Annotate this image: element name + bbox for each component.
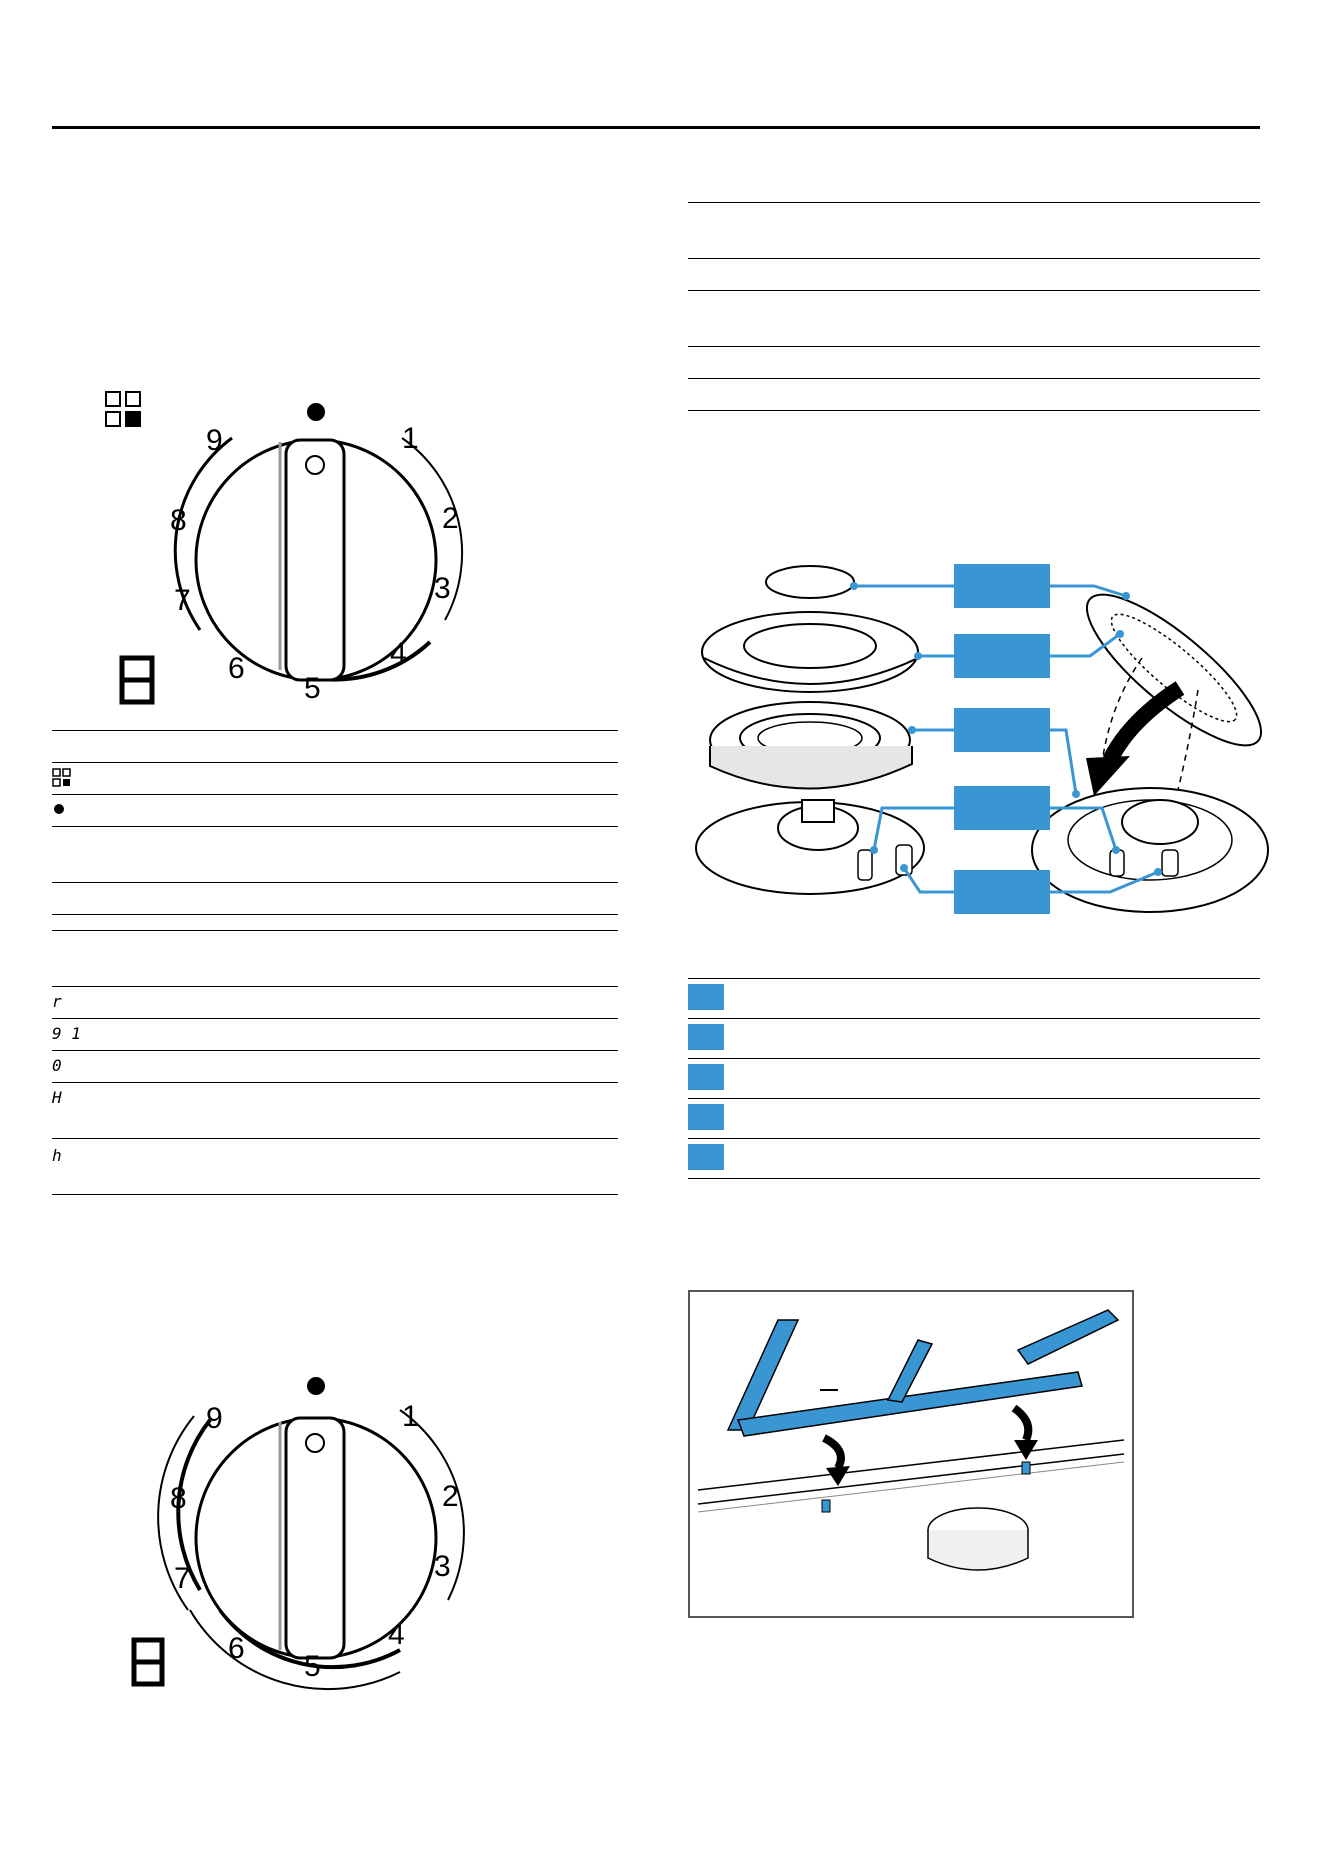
dial-number-4: 4 (388, 1618, 405, 1651)
display-symbol: 9 1 (52, 1024, 81, 1043)
dial-number-4: 4 (390, 637, 407, 670)
dial-number-6: 6 (228, 1632, 245, 1665)
legend-marker-4 (688, 1104, 724, 1130)
dial-number-8: 8 (170, 504, 187, 537)
display-symbol: h (52, 1146, 62, 1165)
dial-number-9: 9 (206, 1402, 223, 1435)
legend-marker-2 (688, 1024, 724, 1050)
dial-number-2: 2 (442, 1480, 459, 1513)
control-knob-diagram-top (90, 380, 490, 720)
dial-number-9: 9 (206, 424, 223, 457)
dial-number-2: 2 (442, 502, 459, 535)
callout-box-1 (954, 564, 1050, 608)
dial-number-1: 1 (402, 1400, 419, 1433)
burner-assembly-diagram (690, 550, 1270, 920)
callout-box-3 (954, 708, 1050, 752)
dial-number-6: 6 (228, 652, 245, 685)
pan-support-diagram (688, 1290, 1134, 1618)
filled-dot-icon (307, 403, 325, 421)
display-symbol: H (52, 1088, 62, 1107)
dial-number-1: 1 (402, 422, 419, 455)
callout-box-4 (954, 786, 1050, 830)
display-symbol: 0 (52, 1056, 62, 1075)
dial-number-7: 7 (174, 584, 191, 617)
four-squares-icon (106, 392, 140, 426)
digit-display (122, 658, 152, 702)
callout-box-5 (954, 870, 1050, 914)
display-symbol: r (52, 992, 62, 1011)
filled-dot-icon (307, 1377, 325, 1395)
four-squares-icon (52, 768, 72, 788)
digit-display (134, 1640, 162, 1684)
legend-marker-1 (688, 984, 724, 1010)
dial-number-5: 5 (304, 1650, 321, 1683)
legend-marker-3 (688, 1064, 724, 1090)
dial-number-8: 8 (170, 1482, 187, 1515)
control-knob-diagram-bottom (120, 1360, 500, 1700)
filled-dot-icon (52, 802, 66, 816)
dial-number-7: 7 (174, 1562, 191, 1595)
legend-marker-5 (688, 1144, 724, 1170)
dial-number-3: 3 (434, 1550, 451, 1583)
dial-number-3: 3 (434, 572, 451, 605)
callout-box-2 (954, 634, 1050, 678)
dial-number-5: 5 (304, 672, 321, 705)
header-rule (52, 126, 1260, 129)
